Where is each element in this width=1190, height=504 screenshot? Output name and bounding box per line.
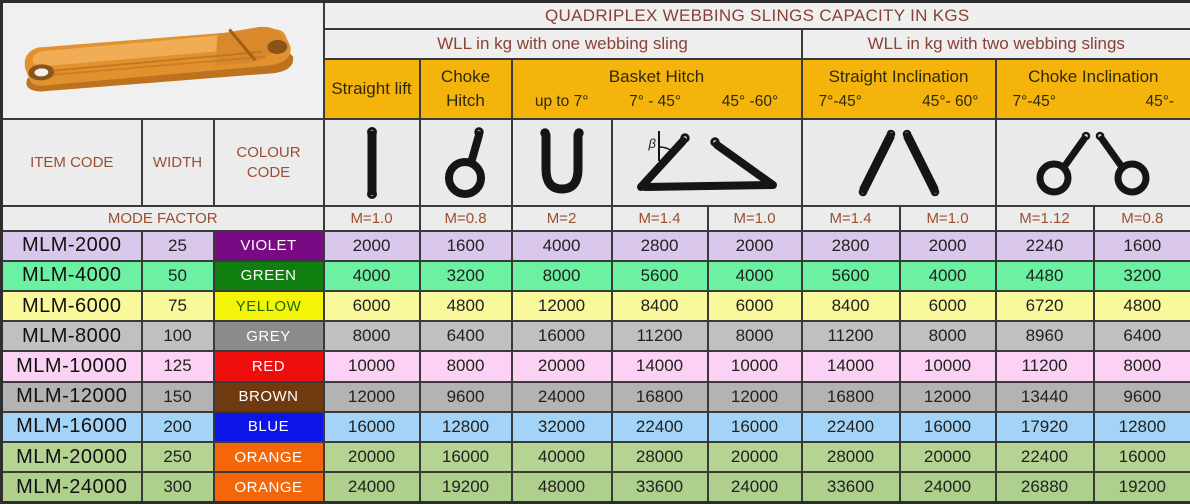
mode-factor-value: M=1.0 (708, 206, 802, 230)
value-cell: 12000 (900, 382, 996, 412)
value-cell: 20000 (512, 351, 612, 381)
table-row (2, 291, 1190, 321)
basket-angle-3: 45° -60° (721, 92, 779, 110)
value-cell: 13440 (996, 382, 1094, 412)
value-cell: 10000 (900, 351, 996, 381)
value-cell: 33600 (612, 472, 708, 502)
value-cell: 6000 (324, 291, 420, 321)
value-cell: 40000 (512, 442, 612, 472)
mode-factor-value: M=1.0 (900, 206, 996, 230)
item-code-cell: MLM-6000 (2, 291, 142, 321)
col-header-width: WIDTH (142, 119, 214, 207)
straight-lift-icon (324, 119, 420, 207)
group-header-one-sling: WLL in kg with one webbing sling (324, 29, 802, 59)
value-cell: 2000 (900, 231, 996, 261)
value-cell: 11200 (996, 351, 1094, 381)
basket-hitch-icon (512, 119, 612, 207)
colour-badge: RED (214, 351, 324, 381)
value-cell: 3200 (1094, 261, 1190, 291)
value-cell: 19200 (420, 472, 512, 502)
mode-factor-value: M=1.0 (324, 206, 420, 230)
value-cell: 8400 (612, 291, 708, 321)
value-cell: 12800 (420, 412, 512, 442)
basket-angle-2: 7° - 45° (629, 92, 682, 110)
mode-factor-value: M=1.12 (996, 206, 1094, 230)
value-cell: 33600 (802, 472, 900, 502)
value-cell: 32000 (512, 412, 612, 442)
width-cell: 75 (142, 291, 214, 321)
value-cell: 8000 (324, 321, 420, 351)
value-cell: 8960 (996, 321, 1094, 351)
choke-angle-2: 45°- (1145, 92, 1175, 110)
value-cell: 10000 (708, 351, 802, 381)
value-cell: 16000 (900, 412, 996, 442)
value-cell: 17920 (996, 412, 1094, 442)
value-cell: 6400 (420, 321, 512, 351)
straight-inclination-label: Straight Inclination (828, 66, 969, 86)
value-cell: 4800 (1094, 291, 1190, 321)
value-cell: 22400 (612, 412, 708, 442)
width-cell: 25 (142, 231, 214, 261)
value-cell: 4000 (512, 231, 612, 261)
value-cell: 8400 (802, 291, 900, 321)
value-cell: 8000 (708, 321, 802, 351)
choke-inclination-label: Choke Inclination (1028, 66, 1159, 86)
table-row (2, 351, 1190, 381)
beta-angle-label: β (648, 135, 656, 151)
col-header-item-code: ITEM CODE (2, 119, 142, 207)
value-cell: 4000 (324, 261, 420, 291)
table-row (2, 442, 1190, 472)
value-cell: 6000 (708, 291, 802, 321)
group-header-two-slings: WLL in kg with two webbing slings (802, 29, 1190, 59)
value-cell: 16000 (1094, 442, 1190, 472)
value-cell: 19200 (1094, 472, 1190, 502)
value-cell: 8000 (512, 261, 612, 291)
value-cell: 20000 (324, 442, 420, 472)
value-cell: 12800 (1094, 412, 1190, 442)
value-cell: 6400 (1094, 321, 1190, 351)
table-row (2, 321, 1190, 351)
value-cell: 24000 (900, 472, 996, 502)
table-row (2, 412, 1190, 442)
value-cell: 4000 (900, 261, 996, 291)
colour-badge: BLUE (214, 412, 324, 442)
value-cell: 5600 (802, 261, 900, 291)
value-cell: 2000 (708, 231, 802, 261)
value-cell: 3200 (420, 261, 512, 291)
value-cell: 16800 (802, 382, 900, 412)
value-cell: 1600 (420, 231, 512, 261)
width-cell: 300 (142, 472, 214, 502)
col-header-choke-hitch: Choke Hitch (420, 59, 512, 119)
value-cell: 28000 (802, 442, 900, 472)
value-cell: 6720 (996, 291, 1094, 321)
mode-factor-value: M=1.4 (612, 206, 708, 230)
value-cell: 16000 (708, 412, 802, 442)
item-code-cell: MLM-20000 (2, 442, 142, 472)
table-row (2, 472, 1190, 502)
width-cell: 100 (142, 321, 214, 351)
mode-factor-value: M=0.8 (420, 206, 512, 230)
value-cell: 1600 (1094, 231, 1190, 261)
value-cell: 20000 (708, 442, 802, 472)
colour-badge: BROWN (214, 382, 324, 412)
value-cell: 48000 (512, 472, 612, 502)
width-cell: 125 (142, 351, 214, 381)
basket-hitch-label: Basket Hitch (608, 66, 705, 86)
value-cell: 10000 (324, 351, 420, 381)
value-cell: 24000 (708, 472, 802, 502)
value-cell: 8000 (900, 321, 996, 351)
value-cell: 24000 (324, 472, 420, 502)
value-cell: 22400 (996, 442, 1094, 472)
width-cell: 150 (142, 382, 214, 412)
value-cell: 2240 (996, 231, 1094, 261)
item-code-cell: MLM-8000 (2, 321, 142, 351)
colour-badge: VIOLET (214, 231, 324, 261)
value-cell: 8000 (420, 351, 512, 381)
col-header-colour-code: COLOUR CODE (214, 119, 324, 207)
width-cell: 250 (142, 442, 214, 472)
value-cell: 12000 (708, 382, 802, 412)
value-cell: 5600 (612, 261, 708, 291)
item-code-cell: MLM-12000 (2, 382, 142, 412)
value-cell: 11200 (802, 321, 900, 351)
item-code-cell: MLM-16000 (2, 412, 142, 442)
basket-angle-1: up to 7° (534, 92, 589, 110)
value-cell: 4800 (420, 291, 512, 321)
value-cell: 12000 (324, 382, 420, 412)
value-cell: 20000 (900, 442, 996, 472)
straight-inclination-icon (802, 119, 996, 207)
value-cell: 8000 (1094, 351, 1190, 381)
item-code-cell: MLM-4000 (2, 261, 142, 291)
item-code-cell: MLM-2000 (2, 231, 142, 261)
page-title: QUADRIPLEX WEBBING SLINGS CAPACITY IN KGS (324, 2, 1190, 30)
value-cell: 2000 (324, 231, 420, 261)
value-cell: 14000 (612, 351, 708, 381)
value-cell: 16000 (324, 412, 420, 442)
value-cell: 6000 (900, 291, 996, 321)
mode-factor-value: M=0.8 (1094, 206, 1190, 230)
value-cell: 2800 (802, 231, 900, 261)
value-cell: 22400 (802, 412, 900, 442)
webbing-sling-illustration (7, 7, 319, 113)
colour-badge: GREEN (214, 261, 324, 291)
choke-inclination-icon (996, 119, 1190, 207)
straight-angle-2: 45°- 60° (922, 92, 979, 110)
straight-angle-1: 7°-45° (818, 92, 862, 110)
colour-badge: ORANGE (214, 472, 324, 502)
value-cell: 16800 (612, 382, 708, 412)
colour-badge: GREY (214, 321, 324, 351)
table-row (2, 261, 1190, 291)
colour-badge: YELLOW (214, 291, 324, 321)
choke-angle-1: 7°-45° (1012, 92, 1056, 110)
value-cell: 11200 (612, 321, 708, 351)
col-header-choke-inclination (996, 59, 1190, 119)
table-row (2, 231, 1190, 261)
value-cell: 12000 (512, 291, 612, 321)
value-cell: 4480 (996, 261, 1094, 291)
width-cell: 200 (142, 412, 214, 442)
value-cell: 16000 (512, 321, 612, 351)
item-code-cell: MLM-10000 (2, 351, 142, 381)
value-cell: 28000 (612, 442, 708, 472)
mode-factor-label: MODE FACTOR (2, 206, 324, 230)
width-cell: 50 (142, 261, 214, 291)
value-cell: 9600 (420, 382, 512, 412)
value-cell: 4000 (708, 261, 802, 291)
value-cell: 14000 (802, 351, 900, 381)
webbing-sling-photo (2, 2, 324, 119)
mode-factor-value: M=2 (512, 206, 612, 230)
value-cell: 2800 (612, 231, 708, 261)
col-header-straight-inclination (802, 59, 996, 119)
mode-factor-value: M=1.4 (802, 206, 900, 230)
table-row (2, 382, 1190, 412)
colour-badge: ORANGE (214, 442, 324, 472)
item-code-cell: MLM-24000 (2, 472, 142, 502)
value-cell: 9600 (1094, 382, 1190, 412)
col-header-basket-hitch (512, 59, 802, 119)
value-cell: 16000 (420, 442, 512, 472)
col-header-straight-lift: Straight lift (324, 59, 420, 119)
value-cell: 24000 (512, 382, 612, 412)
choke-hitch-icon (420, 119, 512, 207)
value-cell: 26880 (996, 472, 1094, 502)
angled-basket-hitch-icon (612, 119, 802, 207)
